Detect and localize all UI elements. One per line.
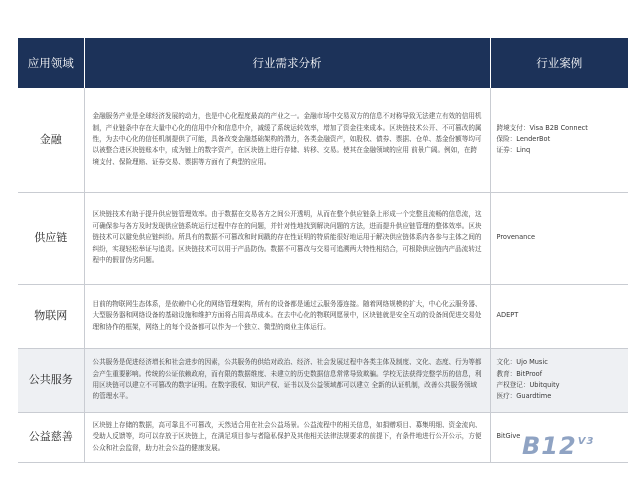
row-analysis: 区块链技术有助于提升供应链管理效率。由于数据在交易各方之间公开透明，从而在整个供应链条上形成一个完整且流畅的信息流，这可确保参与各方及时发现供应链系统运行过程中存在的问题，并针对性地找到解决问题的方法，进而提升供应链管理的整体效率。区块链技术可以避免供应链纠纷。所具有的数据不可篡改和时间戳的存在性证明的特质能很好地运用于解决供应链体系内各参与主体之间的纠纷，实现轻松举证与追责。区块链技术可以用于产品防伪。数据不可篡改与交易可追溯两大特性相结合，可根除供应链内产品流转过程中的假冒伪劣问题。	[84, 192, 490, 284]
row-cases	[490, 284, 628, 348]
row-analysis: 目前的物联网生态体系，是依赖中心化的网络管理架构，所有的设备都是通过云服务器连接。随着网络规模的扩大，中心化云服务器、大型服务器和网络设备的基础设施和维护方面将占用高昂成本。在去中心化的物联网愿景中，区块链就是安全互动的设备间促进交易处理和协作的框架，网络上的每个设备都可以作为一个独立、微型的商业主体运行。	[84, 284, 490, 348]
row-cases	[490, 192, 628, 284]
case-item: 证券：Linq	[496, 146, 531, 155]
case-item: 医疗：Guardtime	[496, 392, 552, 401]
case-item: ADEPT	[496, 311, 519, 320]
case-item: 产权登记：Ubitquity	[496, 381, 560, 389]
row-domain: 公共服务	[18, 348, 84, 412]
row-cases	[490, 88, 628, 192]
case-item: 跨境支付：Visa B2B Connect	[496, 123, 588, 132]
blockchain-applications-table	[18, 38, 628, 463]
header-domain: 应用领域	[18, 38, 84, 88]
row-analysis: 区块链上存储的数据，高可靠且不可篡改，天然适合用在社会公益场景。公益流程中的相关信息，如捐赠项目、募集明细、资金流向、受助人反馈等，均可以存放于区块链上，在满足项目参与者隐私保护及其他相关法律法规要求的前提下，有条件地进行公开公示，方便公众和社会监督，助力社会公益的健康发展。	[84, 412, 490, 462]
row-domain: 供应链	[18, 192, 84, 284]
row-domain: 物联网	[18, 284, 84, 348]
case-item: 教育：BitProof	[496, 369, 543, 378]
case-item: Provenance	[496, 233, 535, 242]
table-row	[18, 348, 628, 412]
b12-watermark-logo	[522, 432, 595, 460]
row-domain: 金融	[18, 88, 84, 192]
case-item: 文化：Ujo Music	[496, 358, 548, 367]
row-domain: 公益慈善	[18, 412, 84, 462]
case-item: 保险：LenderBot	[496, 135, 551, 144]
header-analysis: 行业需求分析	[84, 38, 490, 88]
table-header-row	[18, 38, 628, 88]
logo-main: B12	[522, 432, 577, 460]
table-row	[18, 88, 628, 192]
row-cases	[490, 348, 628, 412]
logo-sup: V3	[577, 436, 595, 447]
row-analysis: 公共服务是促进经济增长和社会进步的因素，公共服务的供给对政治、经济、社会发展过程中各类主体及制度、文化、态度、行为等都会产生重要影响。传统的公证依赖政府，而有限的数据维度、未建立的历史数据信息常常导致欺骗。学校无法获得完整学历的信息，利用区块链可以建立不可篡改的数字证明。在数字股权、知识产权、证书以及公益领域都可以建立 全新的认证机制，改善公共服务领域的管理水平。	[84, 348, 490, 412]
table-row	[18, 284, 628, 348]
header-cases: 行业案例	[490, 38, 628, 88]
row-analysis: 金融服务产业是全球经济发展的动力，也是中心化程度最高的产业之一。金融市场中交易双方的信息不对称导致无法建立有效的信用机制，产业链条中存在大量中心化的信用中介和信息中介，减缓了系统运转效率，增加了资金往来成本。区块链技术公开、不可篡改的属性，为去中心化的信任机制提供了可能，具备改变金融基础架构的潜力，各类金融资产，如股权、债券、票据、仓单、基金份额等均可以被整合进区块链账本中，成为链上的数字资产，在区块链上进行存储、转移、交易。使其在金融领域的应用 前景广阔。例如，在跨境支付、保险理赔、证券交易、票据等方面有了典型的应用。	[84, 88, 490, 192]
case-item: BitGive	[496, 432, 521, 441]
table-row	[18, 192, 628, 284]
